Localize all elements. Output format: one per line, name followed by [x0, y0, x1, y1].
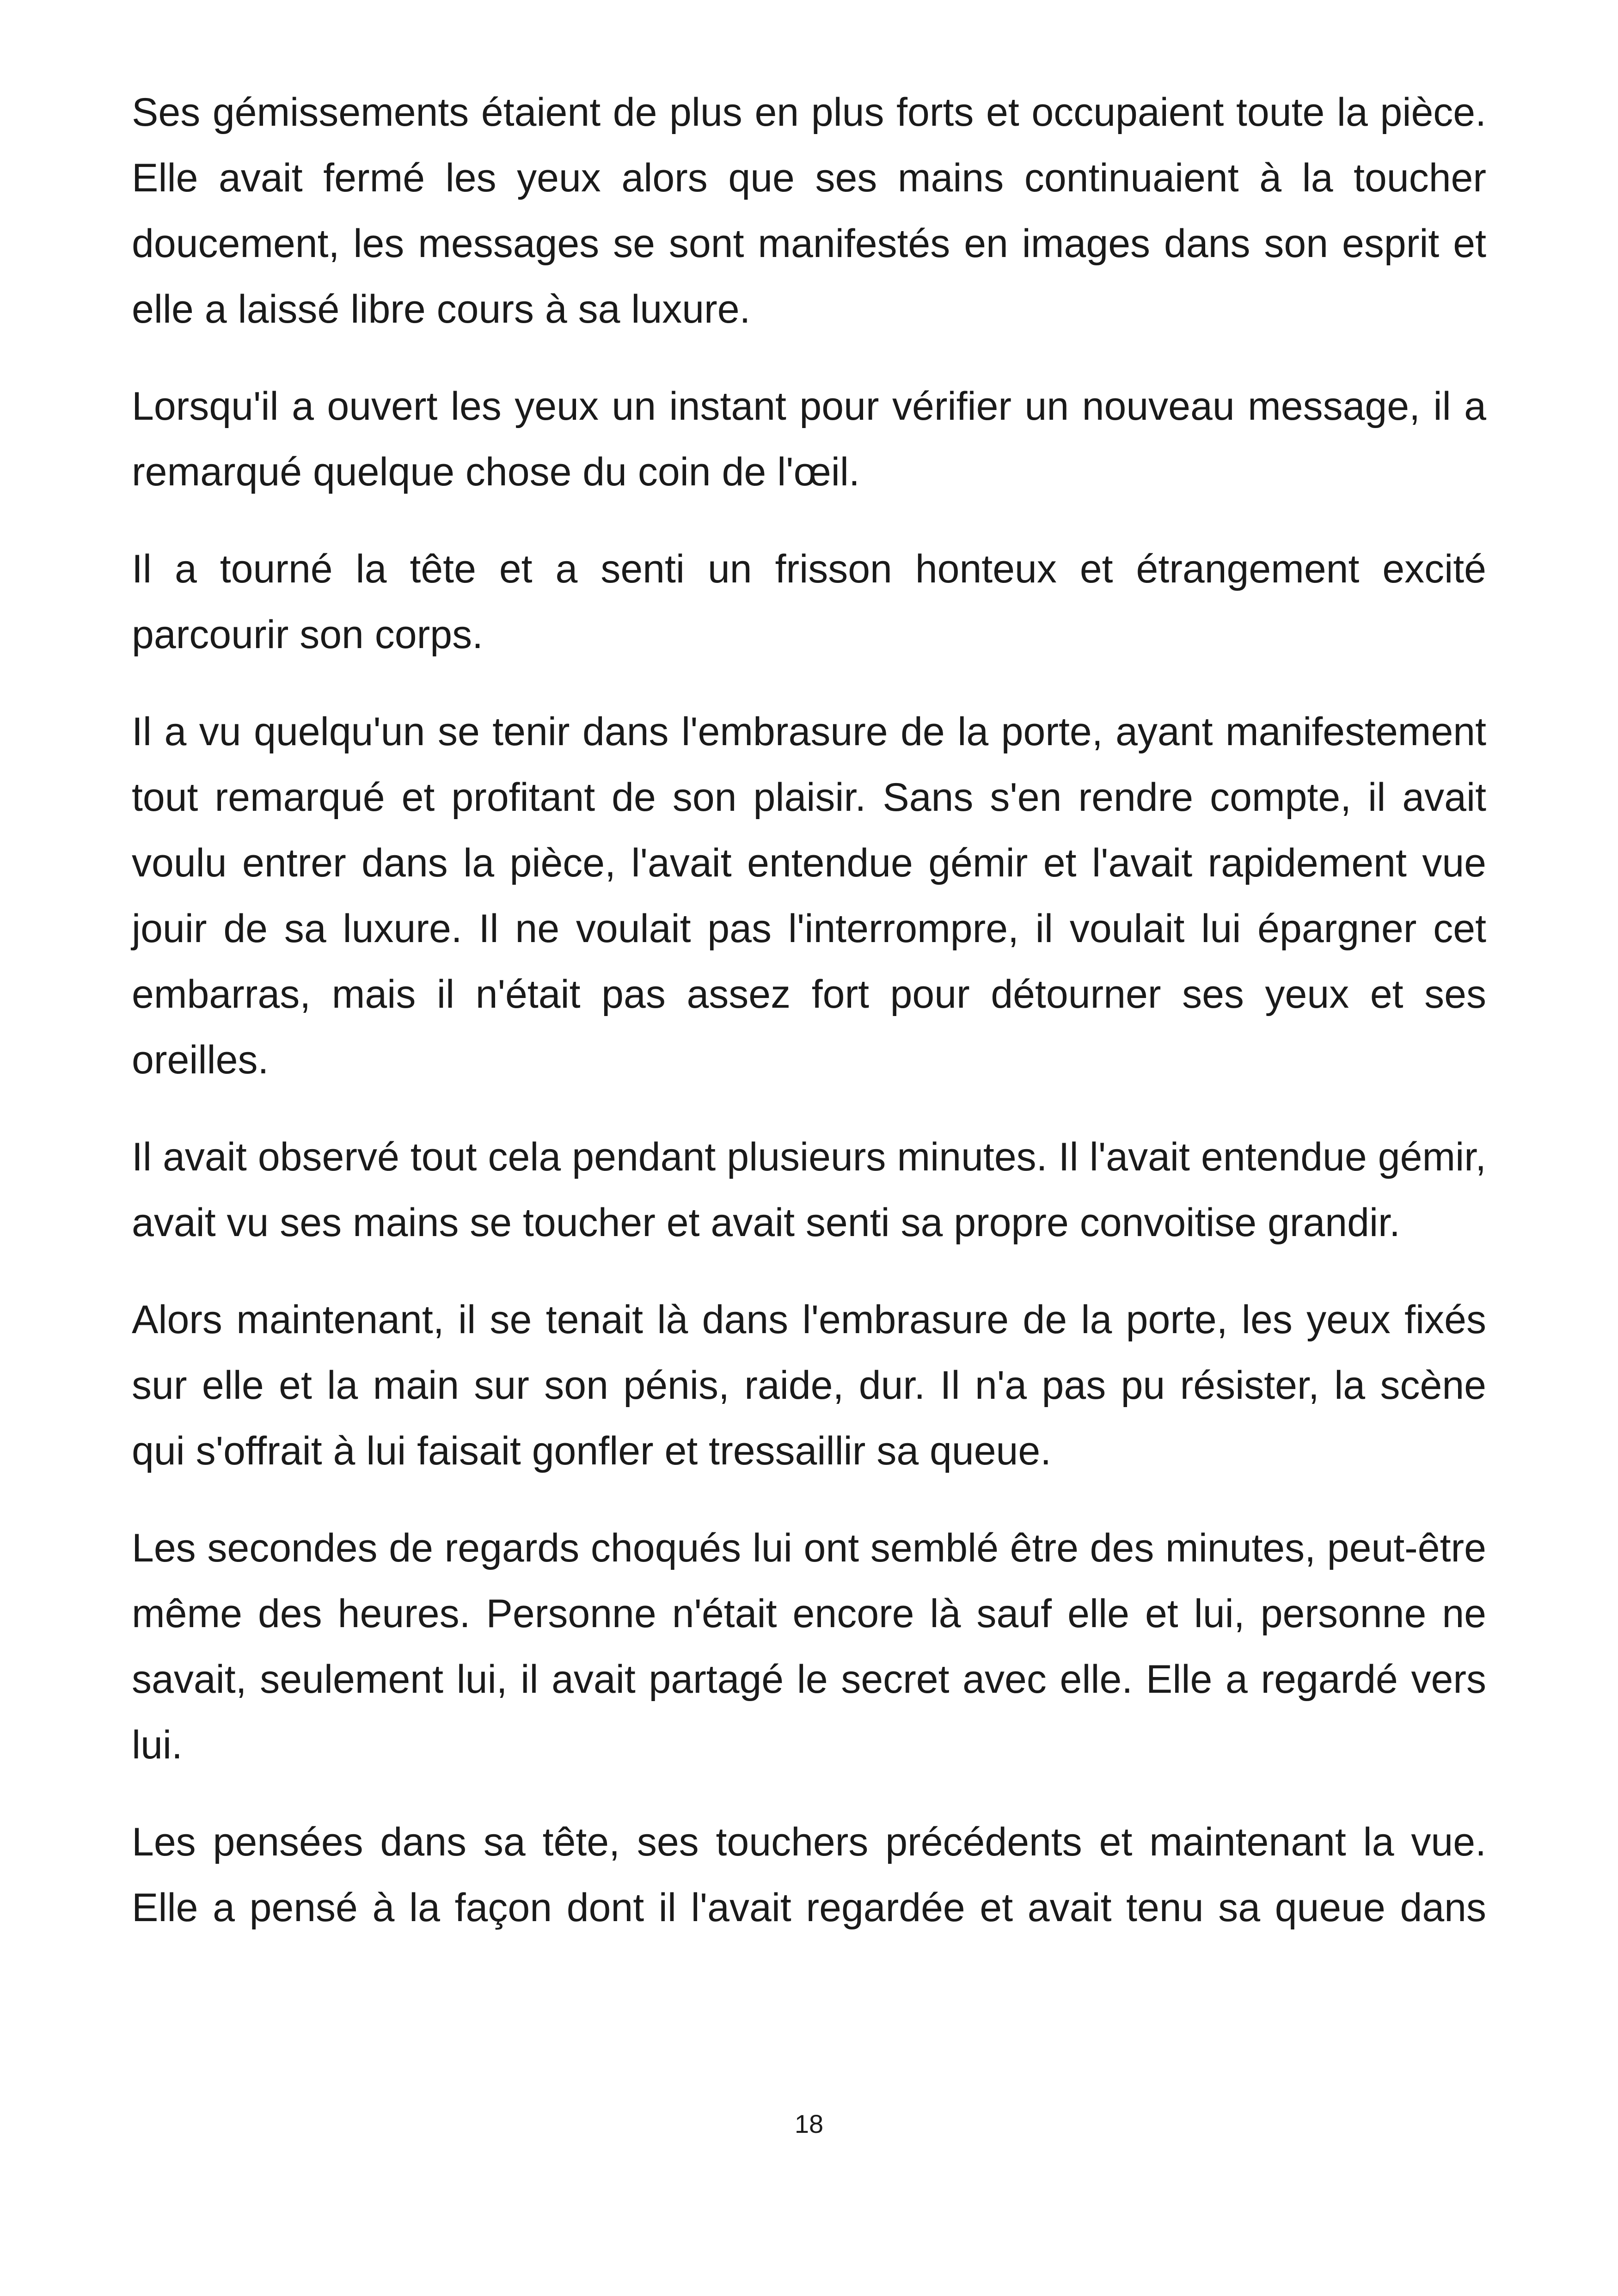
paragraph: Lorsqu'il a ouvert les yeux un instant pour vérifier un nouveau message, il a remarqué quelque chose du coin de l'œil. [132, 384, 1486, 494]
paragraph: Les pensées dans sa tête, ses touchers précédents et maintenant la vue. Elle a pensé à la façon dont il l'avait regardée et avait tenu sa queue dans [132, 1820, 1486, 1930]
paragraph: Il a vu quelqu'un se tenir dans l'embrasure de la porte, ayant manifestement tout remarqué et profitant de son plaisir. Sans s'en rendre compte, il avait voulu entrer dans la pièce, l'avait entendue gémir et l'avait rapidement vue jouir de sa luxure. Il ne voulait pas l'interrompre, il voulait lui épargner cet embarras, mais il n'était pas assez fort pour détourner ses yeux et ses oreilles. [132, 710, 1486, 1082]
page-number: 18 [794, 2109, 824, 2138]
paragraph: Il a tourné la tête et a senti un frisson honteux et étrangement excité parcourir son corps. [132, 547, 1486, 657]
body-text [132, 80, 1486, 1941]
paragraph: Ses gémissements étaient de plus en plus forts et occupaient toute la pièce. Elle avait fermé les yeux alors que ses mains continuaient à la toucher doucement, les messages se sont manifestés en images dans son esprit et elle a laissé libre cours à sa luxure. [132, 90, 1486, 331]
paragraph: Alors maintenant, il se tenait là dans l'embrasure de la porte, les yeux fixés sur elle et la main sur son pénis, raide, dur. Il n'a pas pu résister, la scène qui s'offrait à lui faisait gonfler et tressaillir sa queue. [132, 1298, 1486, 1473]
paragraph: Les secondes de regards choqués lui ont semblé être des minutes, peut-être même des heures. Personne n'était encore là sauf elle et lui, personne ne savait, seulement lui, il avait partagé le secret avec elle. Elle a regardé vers lui. [132, 1526, 1486, 1767]
paragraph: Il avait observé tout cela pendant plusieurs minutes. Il l'avait entendue gémir, avait vu ses mains se toucher et avait senti sa propre convoitise grandir. [132, 1135, 1486, 1245]
